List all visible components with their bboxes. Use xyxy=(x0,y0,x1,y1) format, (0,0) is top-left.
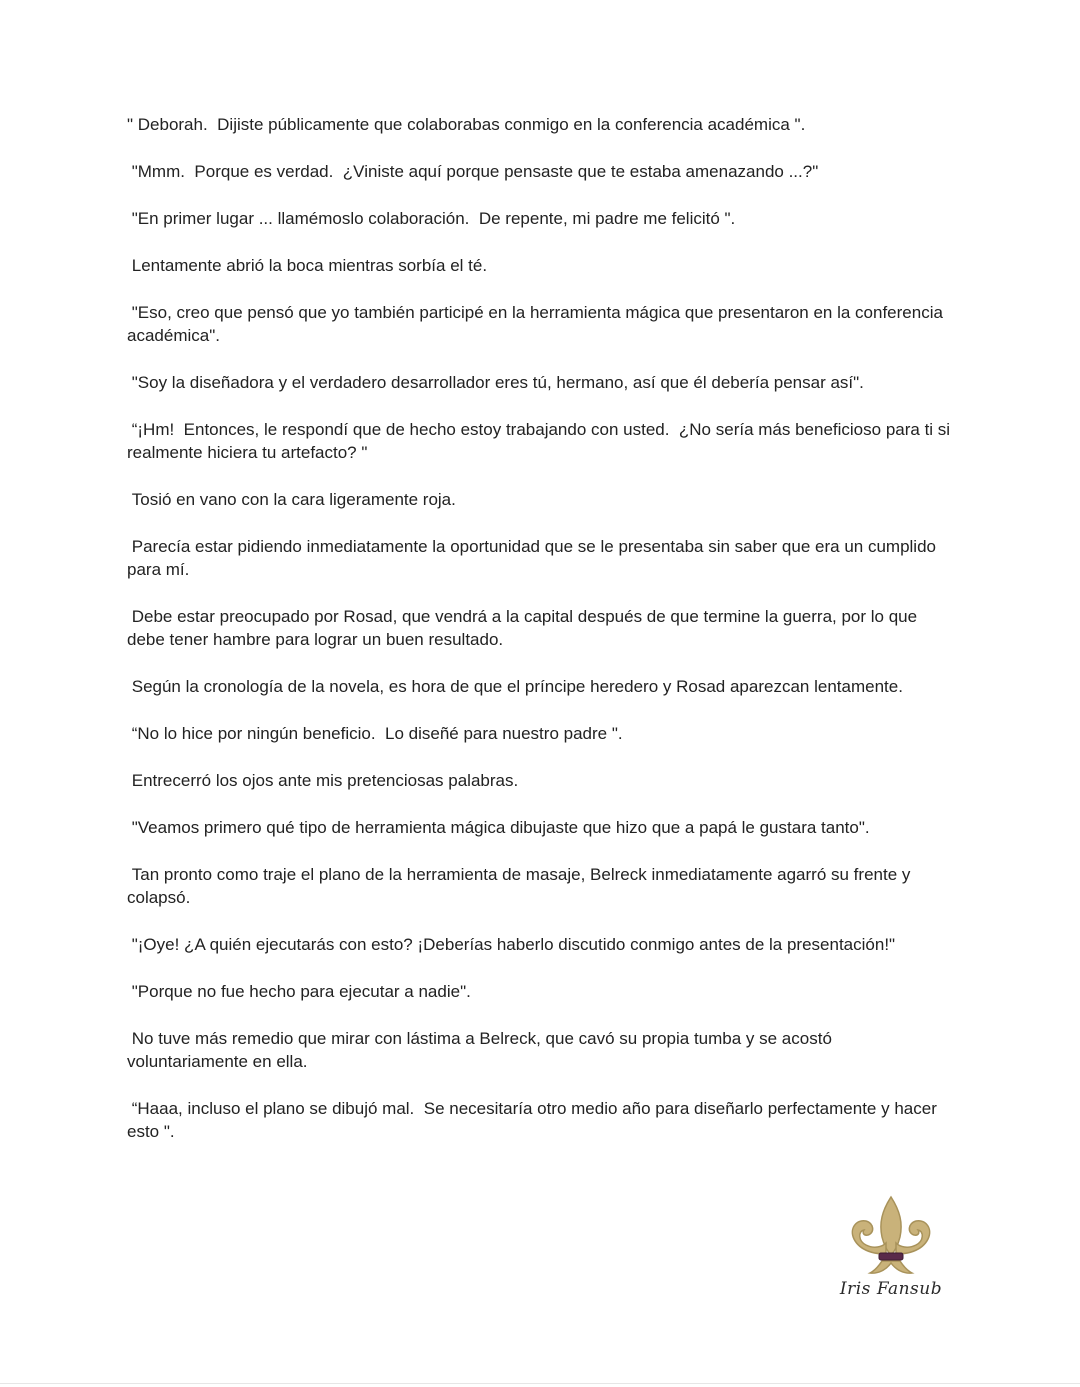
paragraph-2: "Mmm. Porque es verdad. ¿Viniste aquí porque pensaste que te estaba amenazando ...?" xyxy=(127,162,819,181)
paragraph-3: "En primer lugar ... llamémoslo colaboración. De repente, mi padre me felicitó ". xyxy=(127,209,736,228)
paragraph-18: No tuve más remedio que mirar con lástima a Belreck, que cavó su propia tumba y se acostó voluntariamente en ella. xyxy=(127,1029,837,1071)
paragraph-17: "Porque no fue hecho para ejecutar a nadie". xyxy=(127,982,471,1001)
paragraph-8: Tosió en vano con la cara ligeramente roja. xyxy=(127,490,456,509)
paragraph-11: Según la cronología de la novela, es hora de que el príncipe heredero y Rosad aparezcan lentamente. xyxy=(127,677,903,696)
paragraph-5: "Eso, creo que pensó que yo también participé en la herramienta mágica que presentaron en la conferencia académica". xyxy=(127,303,948,345)
iris-fansub-watermark xyxy=(836,1193,946,1303)
paragraph-10: Debe estar preocupado por Rosad, que vendrá a la capital después de que termine la guerra, por lo que debe tener hambre para lograr un buen resultado. xyxy=(127,607,922,649)
band xyxy=(879,1253,903,1260)
paragraph-12: “No lo hice por ningún beneficio. Lo diseñé para nuestro padre ". xyxy=(127,724,623,743)
document-body xyxy=(127,113,957,1167)
paragraph-6: "Soy la diseñadora y el verdadero desarrollador eres tú, hermano, así que él debería pensar así". xyxy=(127,373,864,392)
paragraph-7: “¡Hm! Entonces, le respondí que de hecho estoy trabajando con usted. ¿No sería más beneficioso para ti si realmente hiciera tu artefacto? " xyxy=(127,420,955,462)
paragraph-4: Lentamente abrió la boca mientras sorbía el té. xyxy=(127,256,488,275)
paragraph-16: "¡Oye! ¿A quién ejecutarás con esto? ¡Deberías haberlo discutido conmigo antes de la presentación!" xyxy=(127,935,896,954)
fleur-de-lis-icon xyxy=(846,1193,936,1277)
paragraph-13: Entrecerró los ojos ante mis pretenciosas palabras. xyxy=(127,771,519,790)
watermark-text: Iris Fansub xyxy=(839,1279,943,1299)
paragraph-1: " Deborah. Dijiste públicamente que colaborabas conmigo en la conferencia académica ". xyxy=(127,115,806,134)
paragraph-19: “Haaa, incluso el plano se dibujó mal. Se necesitaría otro medio año para diseñarlo perfectamente y hacer esto ". xyxy=(127,1099,942,1141)
paragraph-15: Tan pronto como traje el plano de la herramienta de masaje, Belreck inmediatamente agarró su frente y colapsó. xyxy=(127,865,916,907)
paragraph-9: Parecía estar pidiendo inmediatamente la oportunidad que se le presentaba sin saber que era un cumplido para mí. xyxy=(127,537,941,579)
page-bottom-divider xyxy=(0,1383,1080,1384)
paragraph-14: "Veamos primero qué tipo de herramienta mágica dibujaste que hizo que a papá le gustara tanto". xyxy=(127,818,870,837)
